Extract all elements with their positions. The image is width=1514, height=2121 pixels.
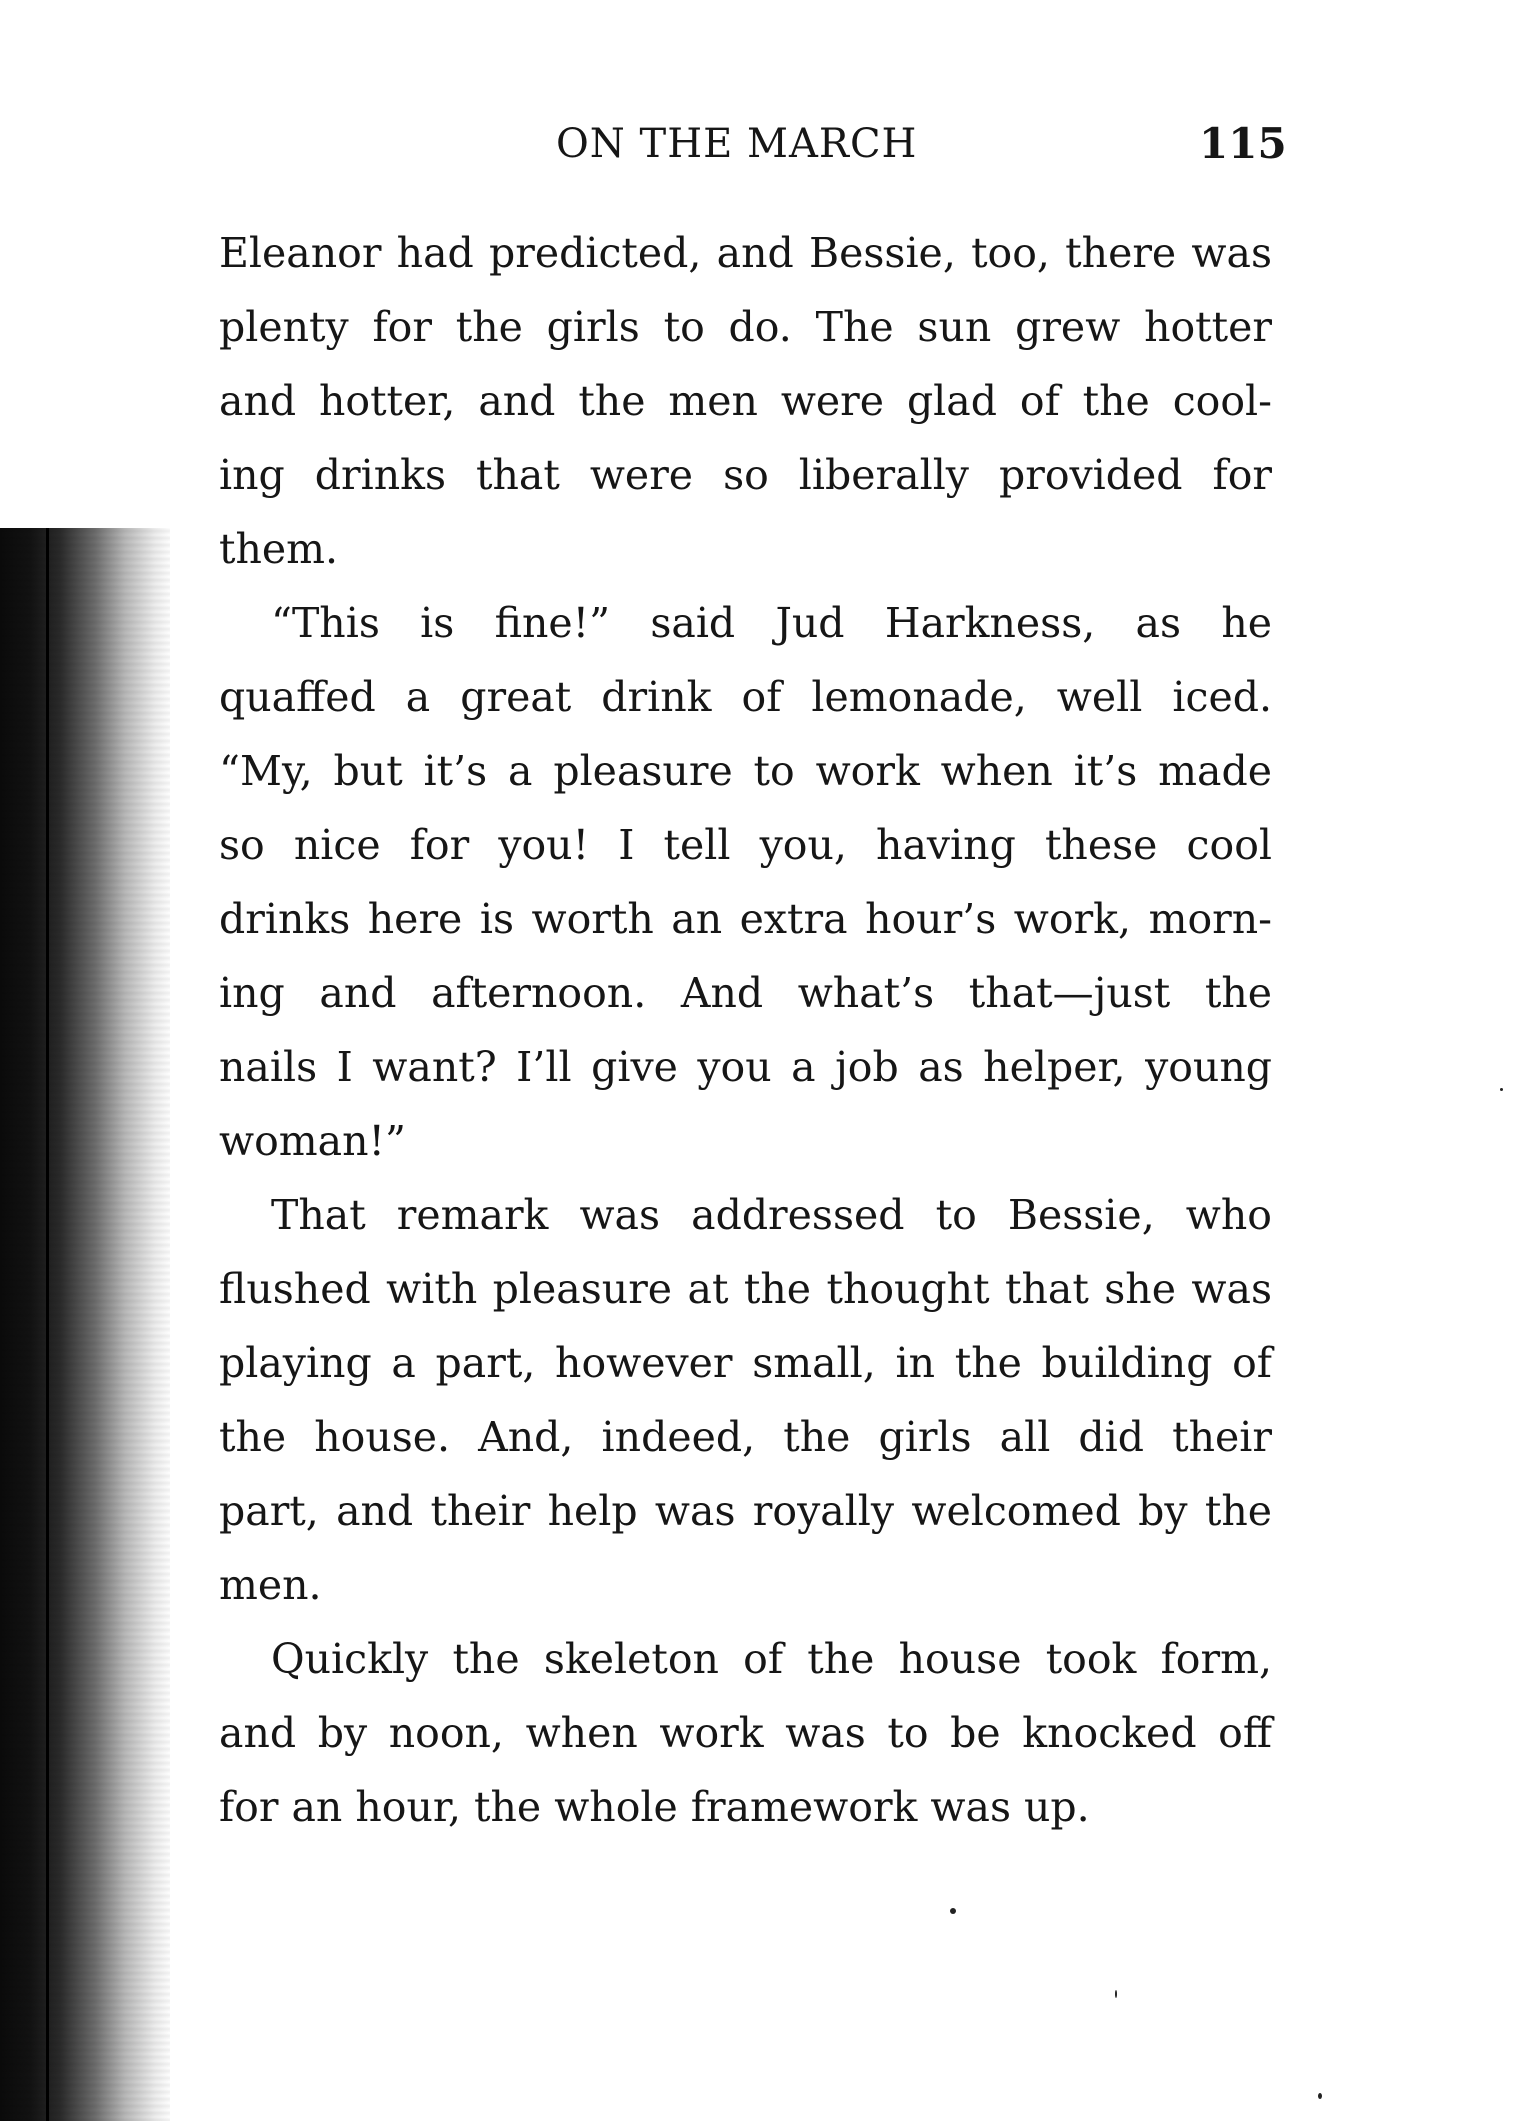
text-line: Quickly the skeleton of the house took form,	[271, 1635, 1272, 1683]
text-line: Eleanor had predicted, and Bessie, too, there was	[219, 229, 1272, 277]
text-line: “My, but it’s a pleasure to work when it’s made	[219, 747, 1272, 795]
text-line: flushed with pleasure at the thought that she was	[219, 1265, 1272, 1313]
text-line: so nice for you! I tell you, having these cool	[219, 821, 1272, 869]
text-line: men.	[219, 1561, 322, 1609]
paragraph	[219, 1622, 1272, 1844]
scan-speck	[1115, 1990, 1117, 1998]
text-line: ing drinks that were so liberally provided for	[219, 451, 1272, 499]
running-head	[0, 118, 1514, 178]
text-line: ing and afternoon. And what’s that—just the	[219, 969, 1272, 1017]
binding-shadow	[0, 528, 170, 2121]
page-number: 115	[1199, 119, 1287, 168]
paragraph	[219, 216, 1272, 586]
scan-speck	[950, 1908, 956, 1914]
text-line: playing a part, however small, in the building of	[219, 1339, 1272, 1387]
text-line: nails I want? I’ll give you a job as helper, young	[219, 1043, 1272, 1091]
scan-speck	[1318, 2093, 1322, 2099]
text-line: and hotter, and the men were glad of the cool-	[219, 377, 1272, 425]
paragraph	[219, 1178, 1272, 1622]
text-line: woman!”	[219, 1117, 406, 1165]
text-line: drinks here is worth an extra hour’s work, morn-	[219, 895, 1272, 943]
binding-edge-line	[46, 528, 49, 2121]
text-line: “This is fine!” said Jud Harkness, as he	[271, 599, 1272, 647]
text-line: plenty for the girls to do. The sun grew hotter	[219, 303, 1272, 351]
text-line: the house. And, indeed, the girls all did their	[219, 1413, 1272, 1461]
text-line: and by noon, when work was to be knocked off	[219, 1709, 1272, 1757]
paragraph	[219, 586, 1272, 1178]
text-line: for an hour, the whole framework was up.	[219, 1783, 1090, 1831]
text-line: quaffed a great drink of lemonade, well iced.	[219, 673, 1272, 721]
chapter-title: ON THE MARCH	[556, 121, 918, 167]
body-text	[219, 216, 1272, 1844]
text-line: them.	[219, 525, 339, 573]
text-line: That remark was addressed to Bessie, who	[271, 1191, 1272, 1239]
text-line: part, and their help was royally welcomed by the	[219, 1487, 1272, 1535]
scan-speck	[1500, 1088, 1503, 1091]
